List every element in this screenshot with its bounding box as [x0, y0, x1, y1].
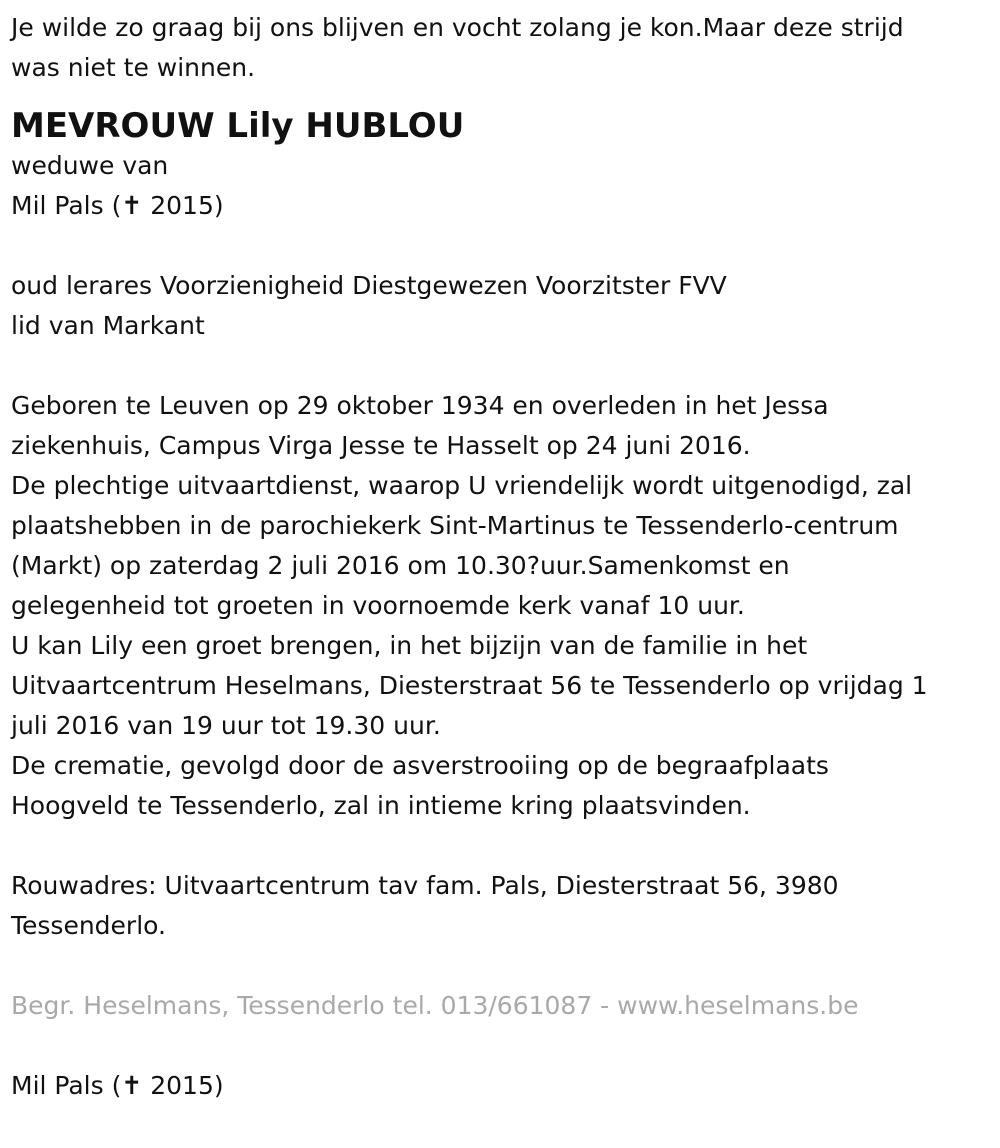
spacer	[11, 826, 1000, 866]
deceased-name: MEVROUW Lily HUBLOU	[11, 106, 465, 146]
body-line: Hoogveld te Tessenderlo, zal in intieme kring plaatsvinden.	[11, 791, 751, 820]
body-line: De plechtige uitvaartdienst, waarop U vriendelijk wordt uitgenodigd, zal	[11, 471, 913, 500]
body-line: (Markt) op zaterdag 2 juli 2016 om 10.30?uur.Samenkomst en	[11, 551, 790, 580]
body-line: gelegenheid tot groeten in voornoemde kerk vanaf 10 uur.	[11, 591, 745, 620]
body-line: De crematie, gevolgd door de asverstrooiing op de begraafplaats	[11, 751, 829, 780]
body-line: plaatshebben in de parochiekerk Sint-Martinus te Tessenderlo-centrum	[11, 511, 899, 540]
body-line: Uitvaartcentrum Heselmans, Diesterstraat 56 te Tessenderlo op vrijdag 1	[11, 671, 928, 700]
spouse-name: Mil Pals (✝ 2015)	[11, 191, 224, 220]
roles-line-1: oud lerares Voorzienigheid Diestgewezen Voorzitster FVV	[11, 271, 727, 300]
funeral-home-footer: Begr. Heselmans, Tessenderlo tel. 013/661087 - www.heselmans.be	[11, 991, 859, 1020]
signature: Mil Pals (✝ 2015)	[11, 1071, 224, 1100]
spacer	[11, 346, 1000, 386]
spacer	[11, 226, 1000, 266]
body-text	[11, 386, 1000, 826]
roles-line-2: lid van Markant	[11, 311, 205, 340]
address-line-1: Rouwadres: Uitvaartcentrum tav fam. Pals, Diesterstraat 56, 3980	[11, 871, 839, 900]
spacer	[11, 946, 1000, 986]
body-line: ziekenhuis, Campus Virga Jesse te Hasselt op 24 juni 2016.	[11, 431, 751, 460]
body-line: Geboren te Leuven op 29 oktober 1934 en overleden in het Jessa	[11, 391, 829, 420]
body-line: U kan Lily een groet brengen, in het bijzijn van de familie in het	[11, 631, 808, 660]
address-line-2: Tessenderlo.	[11, 911, 166, 940]
spouse-label: weduwe van	[11, 151, 169, 180]
intro-line-2: was niet te winnen.	[11, 53, 256, 82]
spacer	[11, 88, 1000, 106]
spacer	[11, 1026, 1000, 1066]
intro-line-1: Je wilde zo graag bij ons blijven en vocht zolang je kon.Maar deze strijd	[11, 13, 904, 42]
body-line: juli 2016 van 19 uur tot 19.30 uur.	[11, 711, 441, 740]
